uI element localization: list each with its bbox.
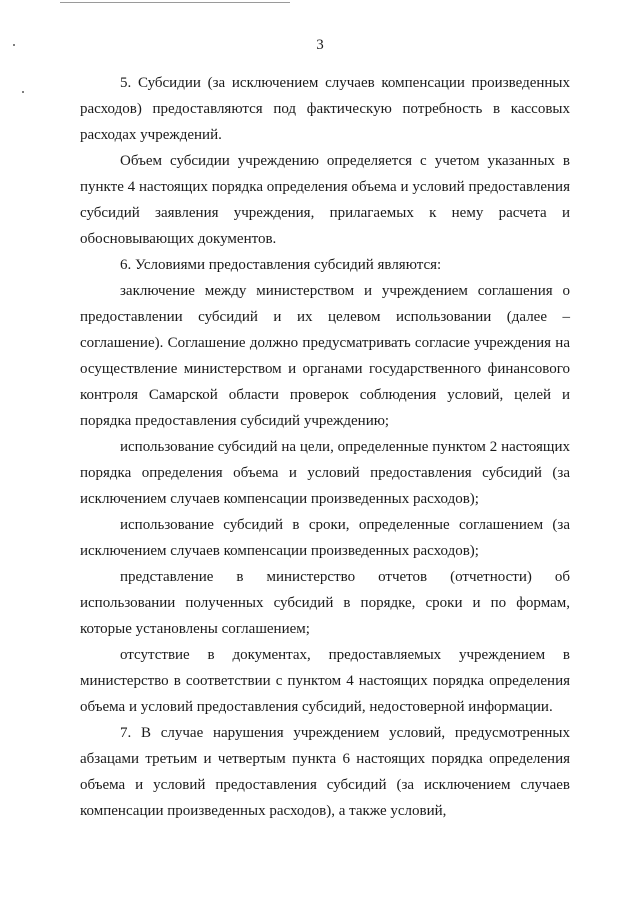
paragraph-5: 5. Субсидии (за исключением случаев компенсации произведенных расходов) предоставляются под фактическую потребность в кассовых расходах учреждений. [80,75,570,143]
paragraph-term-condition: использование субсидий в сроки, определенные соглашением (за исключением случаев компенсации произведенных расходов); [80,517,570,559]
paragraph-purpose-condition: использование субсидий на цели, определенные пунктом 2 настоящих порядка определения объема и условий предоставления субсидий (за исключением случаев компенсации произведенных расходов); [80,439,570,507]
paragraph-6-heading: 6. Условиями предоставления субсидий являются: [120,257,442,273]
scan-speck [22,91,24,93]
paragraph-reporting-condition: представление в министерство отчетов (отчетности) об использовании полученных субсидий в порядке, сроки и по формам, которые установлены соглашением; [80,569,570,637]
paragraph-agreement-condition: заключение между министерством и учреждением соглашения о предоставлении субсидий и их целевом использовании (далее – соглашение). Соглашение должно предусматривать согласие учреждения на осуществление министерством и органами государственного финансового контроля Самарской области проверок соблюдения условий, целей и порядка предоставления субсидий учреждению; [80,283,570,429]
body-text [80,70,570,824]
scan-edge-line [60,2,290,3]
paragraph-accuracy-condition: отсутствие в документах, предоставляемых учреждением в министерство в соответствии с пунктом 4 настоящих порядка определения объема и условий предоставления субсидий, недостоверной информации. [80,647,570,715]
page-number: 3 [316,37,324,53]
paragraph-subsidy-volume: Объем субсидии учреждению определяется с учетом указанных в пункте 4 настоящих порядка определения объема и условий предоставления субсидий заявления учреждения, прилагаемых к нему расчета и обосновывающих документов. [80,153,570,247]
paragraph-7: 7. В случае нарушения учреждением условий, предусмотренных абзацами третьим и четвертым пункта 6 настоящих порядка определения объема и условий предоставления субсидий (за исключением случаев компенсации произведенных расходов), а также условий, [80,725,570,819]
